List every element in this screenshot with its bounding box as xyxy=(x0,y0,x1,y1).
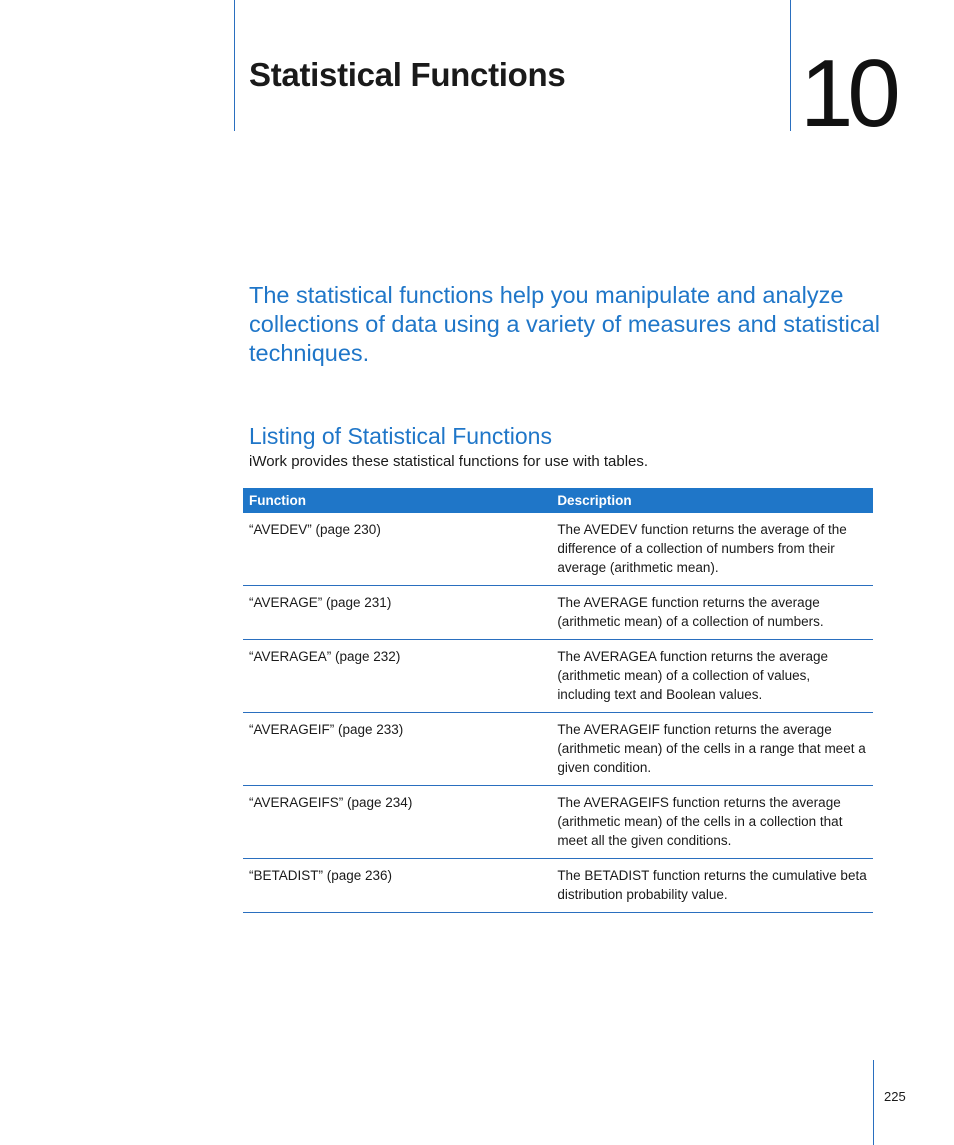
function-description: The AVERAGEIF function returns the average (arithmetic mean) of the cells in a range that meet a given condition. xyxy=(551,713,873,786)
chapter-number: 10 xyxy=(800,40,895,147)
table-row xyxy=(243,513,873,586)
function-description: The BETADIST function returns the cumulative beta distribution probability value. xyxy=(551,859,873,913)
table-header-row xyxy=(243,488,873,513)
chapter-right-rule xyxy=(790,0,791,131)
function-link[interactable]: “BETADIST” (page 236) xyxy=(243,859,551,913)
page-number-rule xyxy=(873,1060,874,1145)
table-row xyxy=(243,640,873,713)
section-description: iWork provides these statistical functions for use with tables. xyxy=(249,453,649,470)
chapter-intro: The statistical functions help you manipulate and analyze collections of data using a variety of measures and statistical techniques. xyxy=(249,282,880,366)
column-header-description: Description xyxy=(551,488,873,513)
chapter-title: Statistical Functions xyxy=(249,56,566,93)
function-link[interactable]: “AVERAGE” (page 231) xyxy=(243,586,551,640)
section-heading: Listing of Statistical Functions xyxy=(249,423,552,449)
table-row xyxy=(243,859,873,913)
function-link[interactable]: “AVERAGEA” (page 232) xyxy=(243,640,551,713)
function-description: The AVEDEV function returns the average of the difference of a collection of numbers from their average (arithmetic mean). xyxy=(551,513,873,586)
column-header-function: Function xyxy=(243,488,551,513)
function-link[interactable]: “AVERAGEIFS” (page 234) xyxy=(243,786,551,859)
function-description: The AVERAGEIFS function returns the average (arithmetic mean) of the cells in a collection that meet all the given conditions. xyxy=(551,786,873,859)
chapter-left-rule xyxy=(234,0,235,131)
page-number: 225 xyxy=(884,1089,906,1104)
function-description: The AVERAGE function returns the average (arithmetic mean) of a collection of numbers. xyxy=(551,586,873,640)
function-description: The AVERAGEA function returns the average (arithmetic mean) of a collection of values, including text and Boolean values. xyxy=(551,640,873,713)
functions-table xyxy=(243,488,873,913)
table-row xyxy=(243,713,873,786)
table-row xyxy=(243,786,873,859)
function-link[interactable]: “AVEDEV” (page 230) xyxy=(243,513,551,586)
table-row xyxy=(243,586,873,640)
function-link[interactable]: “AVERAGEIF” (page 233) xyxy=(243,713,551,786)
